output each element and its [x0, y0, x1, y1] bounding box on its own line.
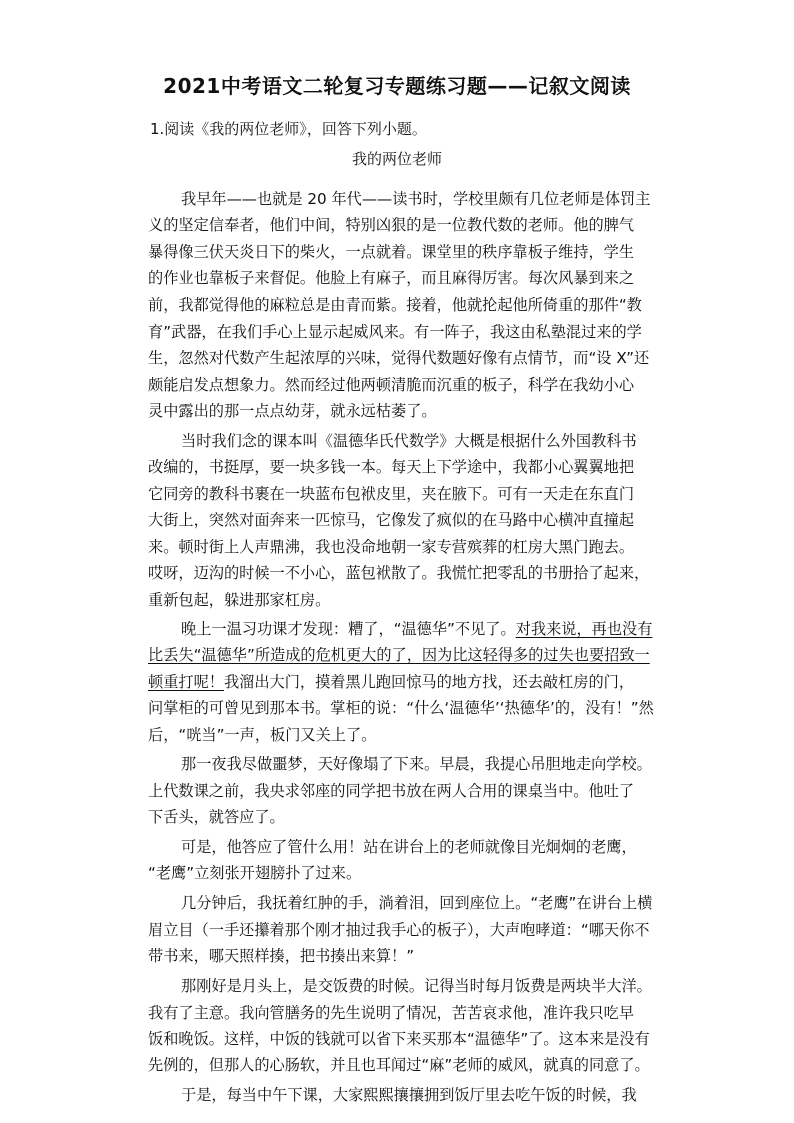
line-text: 颇能启发点想象力。然而经过他两顿清脆而沉重的板子，科学在我幼小心	[148, 376, 634, 394]
body-line	[148, 863, 361, 883]
line-text: 饭和晚饭。这样，中饭的钱就可以省下来买那本“温德华”了。这本来是没有	[148, 1030, 650, 1048]
question-prompt: 1.阅读《我的两位老师》，回答下列小题。	[150, 120, 427, 138]
body-line	[148, 375, 634, 395]
body-line	[148, 725, 376, 745]
line-text: 改编的，书挺厚，要一块多钱一本。每天上下学途中，我都小心翼翼地把	[148, 458, 634, 476]
line-text: 可是，他答应了管什么用！站在讲台上的老师就像目光炯炯的老鹰，	[181, 838, 637, 856]
body-line	[148, 268, 634, 288]
body-line	[148, 242, 634, 262]
body-line	[181, 754, 652, 774]
body-line	[148, 698, 654, 718]
body-line	[181, 189, 650, 209]
underlined-sentence: 顿重打呢！	[148, 673, 224, 691]
body-line	[148, 457, 634, 477]
line-text: 我溜出大门，摸着黑儿跑回惊马的地方找，还去敲杠房的门，	[223, 673, 634, 691]
line-text: 晚上一温习功课才发现：糟了，“温德华”不见了。	[181, 620, 516, 638]
article-title: 我的两位老师	[351, 150, 442, 168]
line-text: 哎呀，迈沟的时候一不小心，蓝包袱散了。我慌忙把零乱的书册拾了起来，	[148, 564, 650, 582]
body-line	[148, 645, 650, 665]
line-text: 它同旁的教科书裹在一块蓝布包袱皮里，夹在腋下。可有一天走在东直门	[148, 485, 634, 503]
line-text: 问掌柜的可曾见到那本书。掌柜的说：“什么‘温德华’‘热德华’的，没有！”然	[148, 699, 654, 717]
line-text: 灵中露出的那一点点幼芽，就永远枯萎了。	[148, 402, 437, 420]
line-text: 前，我都觉得他的麻粒总是由青而紫。接着，他就抡起他所倚重的那件“教	[148, 296, 642, 314]
body-line	[148, 401, 437, 421]
line-text: 于是，每当中午下课，大家熙熙攘攘拥到饭厅里去吃午饭的时候，我	[181, 1086, 637, 1104]
body-line	[148, 563, 649, 583]
body-line	[148, 807, 285, 827]
body-line	[181, 976, 652, 996]
line-text: 育”武器，在我们手心上显示起威风来。有一阵子，我这由私塾混过来的学	[148, 323, 642, 341]
line-text: 义的坚定信奉者，他们中间，特别凶狠的是一位教代数的老师。他的脾气	[148, 216, 634, 234]
body-line	[148, 484, 634, 504]
line-text: 先例的，但那人的心肠软，并且也耳闻过“麻”老师的威风，就真的同意了。	[148, 1056, 650, 1074]
body-line	[148, 1003, 634, 1023]
body-line	[148, 537, 634, 557]
body-line	[148, 920, 649, 940]
line-text: 后，“咣当”一声，板门又关上了。	[148, 726, 377, 744]
document-title: 2021中考语文二轮复习专题练习题——记叙文阅读	[163, 74, 631, 98]
underlined-sentence: 比丢失“温德华”所造成的危机更大的了，因为比这轻得多的过失也要招致一	[148, 646, 650, 664]
line-text: 当时我们念的课本叫《温德华氏代数学》大概是根据什么外国教科书	[181, 432, 637, 450]
line-text: 我有了主意。我向管膳务的先生说明了情况，苦苦哀求他，准许我只吃早	[148, 1004, 634, 1022]
line-text: “老鹰”立刻张开翅膀扑了过来。	[148, 864, 362, 882]
line-text: 那一夜我尽做噩梦，天好像塌了下来。早晨，我提心吊胆地走向学校。	[181, 755, 652, 773]
body-line	[148, 348, 649, 368]
body-line	[181, 431, 637, 451]
line-text: 我早年——也就是 20 年代——读书时，学校里颇有几位老师是体罚主	[181, 190, 651, 208]
underlined-sentence: 对我来说，再也没有	[515, 620, 653, 638]
line-text: 生，忽然对代数产生起浓厚的兴味，觉得代数题好像有点情节，而“设 X”还	[148, 349, 650, 367]
body-line	[148, 510, 634, 530]
body-line	[148, 946, 414, 966]
line-text: 那刚好是月头上，是交饭费的时候。记得当时每月饭费是两块半大洋。	[181, 977, 652, 995]
line-text: 的作业也靠板子来督促。他脸上有麻子，而且麻得厉害。每次风暴到来之	[148, 269, 634, 287]
line-text: 下舌头，就答应了。	[148, 808, 285, 826]
line-text: 大街上，突然对面奔来一匹惊马，它像发了疯似的在马路中心横冲直撞起	[148, 511, 634, 529]
body-line	[148, 215, 634, 235]
line-text: 带书来，哪天照样揍，把书揍出来算！”	[148, 947, 415, 965]
line-text: 眉立目（一手还攥着那个刚才抽过我手心的板子），大声咆哮道：“哪天你不	[148, 921, 650, 939]
line-text: 重新包起，躲进那家杠房。	[148, 591, 331, 609]
body-line	[148, 672, 634, 692]
body-line	[148, 1055, 650, 1075]
body-line	[181, 619, 652, 639]
line-text: 上代数课之前，我央求邻座的同学把书放在两人合用的课桌当中。他吐了	[148, 782, 634, 800]
line-text: 暴得像三伏天炎日下的柴火，一点就着。课堂里的秩序靠板子维持，学生	[148, 243, 634, 261]
line-text: 来。顿时街上人声鼎沸，我也没命地朝一家专营殡葬的杠房大黑门跑去。	[148, 538, 634, 556]
line-text: 几分钟后，我抚着红肿的手，淌着泪，回到座位上。“老鹰”在讲台上横	[181, 894, 653, 912]
body-line	[148, 322, 642, 342]
body-line	[148, 590, 330, 610]
body-line	[148, 1029, 650, 1049]
body-line	[181, 1085, 637, 1105]
body-line	[181, 837, 637, 857]
body-line	[148, 781, 634, 801]
body-line	[148, 295, 642, 315]
body-line	[181, 893, 652, 913]
